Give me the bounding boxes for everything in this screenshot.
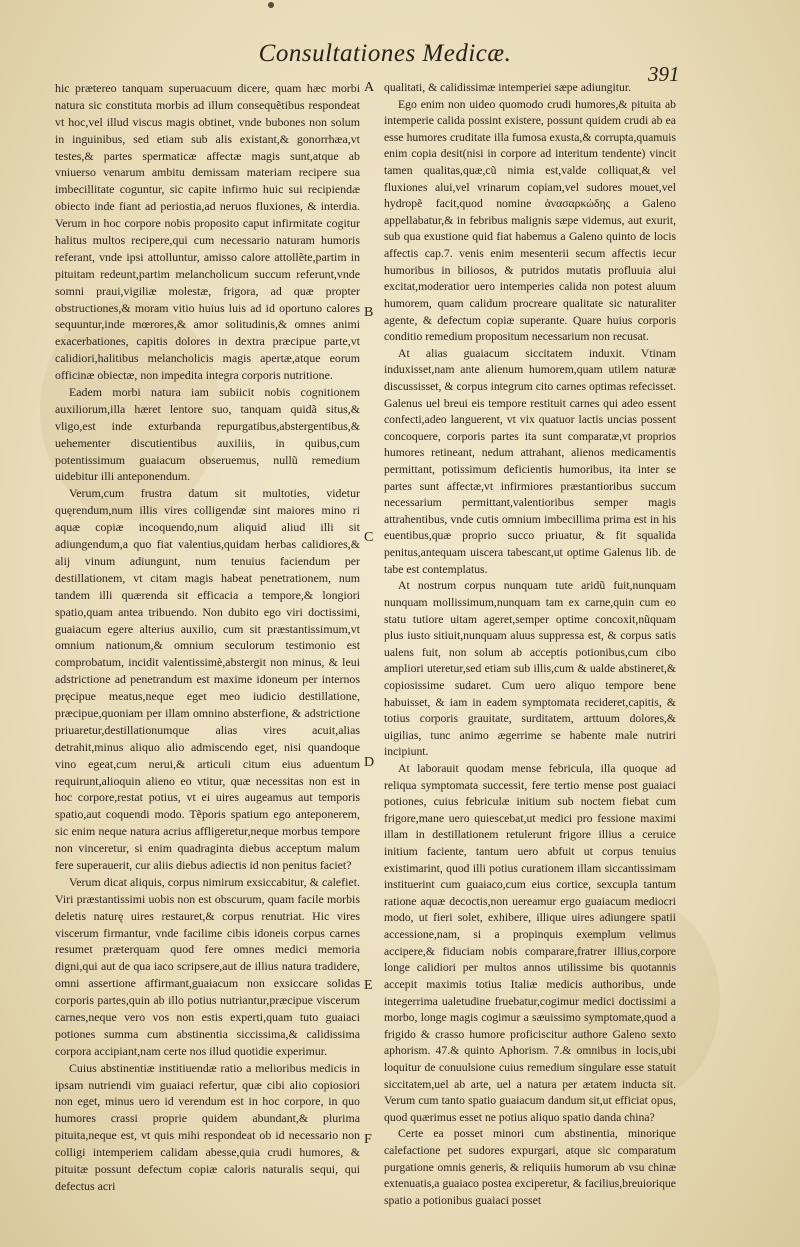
right-text-column xyxy=(384,80,676,1209)
text-paragraph: At alias guaiacum siccitatem induxit. Vtinam induxisset,nam ante alienum humorem,quam utilem naturæ discussisset, & corpus integrum cito carnes optimas refecisset. Galenus uel breui eis tempore restituit carnes qui adeo essent confecti,adeo languerent, vt vix quatuor lactis uncias possent concoquere, corporis partes ita sunt comparatæ,vt proprios humores retineant, nedum attrahant, alienos medicamentis permittant, potissimum deficientis humoribus, ita inter se partes sunt affectæ,vt infirmiores præstantioribus succum necessarium permittant,valentioribus semper magis attrahentibus, vnde cutis omnium imbecillima prima est in his euentibus,quæ proprio succo priuatur, & fit squalida penitus,antequam uiscera tabescant,ut optime Galenus lib. de tabe est contemplatus. xyxy=(384,346,676,576)
text-paragraph: Eadem morbi natura iam subiicit nobis cognitionem auxiliorum,illa hæret lentore suo, tanquam quidã situs,& vligo,est inde exturbanda repurgatibus,abstergentibus,& uehementer discutientibus auxiliis, in quibus,cum potentissimum guaiacum obseruemus, nullũ remedium uidebitur illi anteponendum. xyxy=(55,385,360,484)
margin-letter-a: A xyxy=(364,80,375,95)
margin-letter-d: D xyxy=(364,755,375,770)
text-paragraph: Cuius abstinentiæ institiuendæ ratio a melioribus medicis in ipsam nutriendi vim guaiaci refertur, quæ cibi alio copiosiori non eget, minus uero id verendum est in hoc corpore, in quo humores crassi proprie quidem abundant,& plurima pituita,neque est, vt quis mihi respondeat ob id necessario non colligi intemperiem calidam abesse,quia crudi humores, & pituitæ possunt defectum copiæ caloris naturalis sequi, qui defectus acri xyxy=(55,1060,360,1193)
top-ornament-mark xyxy=(268,2,274,8)
margin-letter-e: E xyxy=(364,978,373,993)
margin-letter-c: C xyxy=(364,530,374,545)
text-paragraph: Certe ea posset minori cum abstinentia, minorique calefactione pet sudores expurgari, atque sic comparatum purgatione omnis generis, & reliquiis humorum ab vsu chinæ extenuatis,a guaiaco postea exciperetur, & facilius,breuiorique spatio a potionibus guaiaci posset xyxy=(384,1127,676,1207)
page-number: 391 xyxy=(648,62,680,86)
text-paragraph: At laborauit quodam mense febricula, illa quoque ad reliqua symptomata successit, fere tertio mense post guaiaci potiones, cuius febriculæ initium sub noctem fiebat cum frigore,mane uero quiescebat,ut medici pro fessione maximi illam in destillationem retulerunt frigore illius a ceruice initium faciente, tantum uero abfuit ut corpus tenuius existimarint, quod illi potius curationem illam siccantissimam instituerint cum guaiaco,cum eius cortice, sexcupla tantum ratione aquæ decoctis,non uereamur ergo guaiacum mediocri modo, ut fieri solet, exhibere, illique uires adiungere spatii accessione,nam, si a propinquis exemplum velimus accipere,& fiduciam nobis comparare,fratrer illius,corpore longe calidiori per multos annos utilissime bis quotannis accepit maximis totius Italiæ medicis authoribus, unde integerrima ualetudine fruebatur,cogimur medici doctissimi a morbo, longe magis cogimur a sæuissimo symptomate,quod a frigido & crasso humore proficiscitur authore Galeno sexto aphorism. 47.& quinto Aphorism. 7.& omnibus in locis,ubi loquitur de conuulsione cuius remedium singulare esse statuit siccitatem,uel ab arte, uel a natura per ætatem inducta sit. Verum cum tanto spatio guaiacum dandum sit,ut efficiat opus, quod quærimus esset ne potius aliquo spatio danda china? xyxy=(384,761,676,1124)
text-paragraph: hic prætereo tanquam superuacuum dicere, quam hæc morbi natura sic constituta morbis ad illum consequẽtibus respondeat vt hoc,vel illud viscus magis obtinet, vnde bubones non solum in inguinibus, sed etiam sub alis existant,& gonorrhæa,vt testes,& partes spermaticæ affectæ magis sunt,atque ab vniuerso venarum ambitu demissam materiam recipere sua imbecillitate coguntur, sic capite infirmo huic sui recipiendæ obiecto inde fiant ad periostia,ad neruos fluxiones, & interdia. Verum in hoc corpore nobis proposito caput infirmitate cogitur halitus multos recipere,qui cum necessario naturam humoris referant, vnde ipsi attolluntur, amisso calore attollẽte,partim in pituitam redeunt,partim melancholicum succum referunt,vnde somni praui,vigiliæ molestæ, frigora, ad quæ propter obstructiones,& moram vitio huius luis ad id oportuno calores sequuntur,inde mœrores,& amor solitudinis,& omnes animi exacerbationes, capitis dolores in dextra præcipue parte,vt calidiori,halitibus melancholicis magis apertæ,atque eorum officinæ obiectæ, non impedita integra corporis nutritione. xyxy=(55,81,360,383)
text-paragraph: Verum dicat aliquis, corpus nimirum exsiccabitur, & calefiet. Viri præstantissimi uobis non est obscurum, quam facile morbis deletis naturę uires restauret,& corpus renutriat. Hic vires viscerum firmantur, vnde facilime cibis idoneis corpus carnes resumet præterquam quod fere omnes medici memoria digni,qui aut de qua iaco scripsere,aut de illius natura tradidere, omni assertione affirmant,guaiacum non exsiccare solidas corporis partes,quin ab illo potius nutriantur,præcipue viscerum carnes,neque vero vos non estis experti,quam tuto guaiaci potiones summa cum abstinentia siccissima,& calidissima corpora accipiant,nam certe nos illud quotidie experimur. xyxy=(55,874,360,1058)
text-paragraph: Ego enim non uideo quomodo crudi humores,& pituita ab intemperie calida possint existere, possunt quidem crudi ab ea esse humores cruditate illa fumosa exusta,& corrupta,quamuis enim copia desit(nisi in corpore ad interitum tendente) vincit tamen qualitas,quæ,cũ nimia est,valde colliquat,& vel fluxiones alui,vel vrinarum copiam,vel sudores mouet,vel hydropẽ facit,quod nomine ἀνασαρκώδης a Galeno appellabatur,& in febribus malignis sæpe videmus, aut exurit, sub qua exustione quid fiat habemus a Galeno quinto de locis affectis cap.7. venis enim mesenterii secum affectis iecur humoribus in biliosos, & putridos mutatis profluuia alui excitat,moderatior uero intemperies calida non potest aluum humorem, quam calidum procreare qualitate sic naturaliter agente, & defectum copiæ superante. Quare huius corporis conditio remedium propositum necessarium non recusat. xyxy=(384,97,676,344)
text-paragraph: Verum,cum frustra datum sit multoties, videtur quęrendum,num illis vires colligendæ sint maiores mino ri aquæ copiæ incoquendo,num aliquid aliud illi sit adiungendum,a quo fiat valentius,quidam herbas calidiores,& alij vinum adiungunt, num tenuius faciendum per destillationem, vt citam magis habeat penetrationem, num tandem illi quærenda sit efficacia a tempore,& longiori spatio,quam antea tribuendo. Non dubito ego viri doctissimi, guaiacum egere alterius auxilio, cum sit præstantissimum,vt omnium nationum,& omnium seculorum testimonio est comprobatum, incidit valentissimè,abstergit non minus, & leui adstrictione ad penetrandum est maxime idoneum per internos pręcipue meatus,neque eget meo iudicio destillatione, præcipue,quoniam per illam omnino absterfione, & adstrictione priuaretur,destillationumque alias vires acuit,alias detrahit,minus aliquo alio admiscendo eget, nisi quandoque vino egeat,cum nerui,& articuli citum eius aduentum requirunt,alioquin alieno eo vtitur, quæ necessitas non est in hoc corpore,restat potius, vt ei uires augeamus aut temporis spatio,aut coquendi modo. Tẽporis spatium ego anteponerem, sic enim neque natura acrius affligeretur,neque morbus tempore non vinceretur, si enim quadraginta diebus acceptum malum fere superauerit, cur aliis diebus adiectis id non penitus faciet? xyxy=(55,486,360,872)
margin-letter-b: B xyxy=(364,305,374,320)
margin-letter-f: F xyxy=(364,1132,372,1147)
page-header xyxy=(0,40,800,86)
text-paragraph: At nostrum corpus nunquam tute aridũ fuit,nunquam nunquam mollissimum,nunquam tam ex carne,quin cum eo statu tutiore uitam ageret,semper optime concoxit,nũquam plus iusto sitiuit,nunquam aluus suppressa est, & corpus satis ualens fuit, non solum ab acceptis potionibus,cum cibo ampliori uteretur,sed etiam sub illis,cum & ualde abstineret,& copiosissime sudaret. Cum uero aliquo tempore bene habuisset, & iam in eadem symptomata recideret,capitis, & totius corporis grauitate, surditatem, arttuum dolores,& uigilias, tunc animo ægerrime se habente male nutriri incipiunt. xyxy=(384,579,676,759)
left-text-column xyxy=(55,80,360,1195)
text-paragraph: qualitati, & calidissimæ intemperiei sæpe adiungitur. xyxy=(384,81,632,94)
running-title: Consultationes Medicæ. xyxy=(258,40,512,67)
